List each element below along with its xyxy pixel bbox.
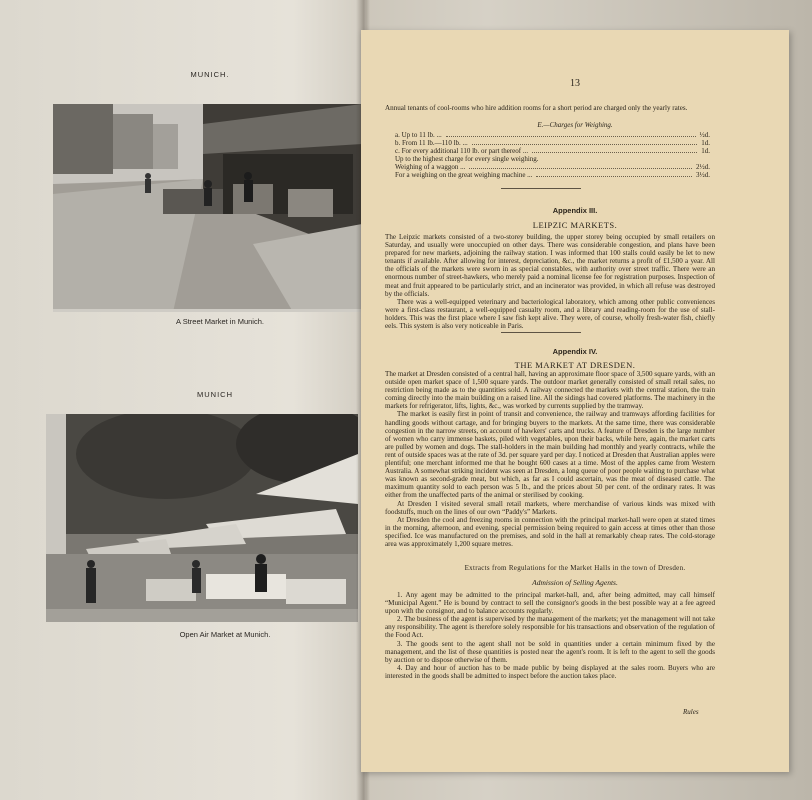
page-number: 13	[570, 78, 580, 89]
catchword: Rules	[683, 708, 699, 716]
charge-row: Up to the highest charge for every single weighing.	[395, 155, 539, 163]
appendix3-paragraph: There was a well-equipped veterinary and bacteriological laboratory, which among other public conveniences were a first-class restaurant, a well-equipped casualty room, and a library and reading-room for the use of stall-holders. This was the first place where I saw fish kept alive. They were, of course, wholly fresh-water fish, chiefly eels. This system is also very noticeable in Paris.	[385, 297, 715, 331]
regulation-rule: 3. The goods sent to the agent shall not be sold in quantities under a certain minimum fixed by the management, and the list of these quantities is posted near the agent's room. It is left to the agent to sell the goods by auction or to dispose otherwise of them.	[385, 639, 715, 664]
appendix4-title: THE MARKET AT DRESDEN.	[514, 360, 636, 370]
regulation-rule: 4. Day and hour of auction has to be made public by being displayed at the sales room. Buyers who are interested in the goods shall be admitted to inspect before the auction takes place.	[385, 663, 715, 680]
charges-list	[395, 131, 710, 179]
section-divider	[501, 332, 581, 333]
street-market-photo	[53, 104, 362, 312]
extracts-heading: Extracts from Regulations for the Market Halls in the town of Dresden.	[464, 564, 686, 572]
left-page	[0, 0, 366, 800]
charges-title: E.—Charges for Weighing.	[537, 121, 613, 129]
regulation-rule: 2. The business of the agent is supervised by the management of the markets; yet the management will not take any responsibility. The agent is therefore solely responsible for his transactions and observation of the regulation of the Food Act.	[385, 615, 715, 640]
regulation-rule: 1. Any agent may be admitted to the principal market-hall, and, after being admitted, may call himself “Municipal Agent.” He is bound by contract to sell the consignor's goods in the best possible way at a fee agreed upon with the consignor, and to balance accounts regularly.	[385, 591, 715, 616]
section-divider	[501, 188, 581, 189]
appendix4-paragraph: The market is easily first in point of transit and convenience, the railway and tramways affording facilities for handling goods without cartage, and for bringing buyers to the markets. At the same time, there was considerable congestion in the narrow streets, on account of hawkers' carts and trucks. A feature of Dresden is the large number of women who carry immense baskets, piled with vegetables, upon their backs, while here, again, the market carts are pulled by women and dogs. The stall-holders in the main building had monthly and yearly contracts, while the rent of outside spaces was at the rate of 3d. per square yard per day. I noticed at Dresden that Australian apples were plentiful; one merchant informed me that he bought 600 cases at a time. Most of the apples came from Western Australia. A somewhat striking incident was seen at Dresden, a long queue of poor people waiting to purchase what was known as second-grade meat, but which, as far as I could ascertain, was the meat of diseased cattle. The maximum quantity sold to each person was 5 lb., and the prices about 50 per cent. of the ordinary rates. It was either from the unaffected parts of the animal or sterilised by cooking.	[385, 410, 715, 500]
appendix3-paragraph: The Leipzic markets consisted of a two-storey building, the upper storey being occupied by small retailers on Saturday, and usually were unoccupied on other days. There was considerable congestion, and plans have been prepared for new markets, adjoining the railway station. I was informed that 100 stalls could easily be let to new tenants if available. After allowing for interest, depreciation, &c., the market returns a profit of £1,500 a year. All the officials of the markets were sworn in as special constables, with authority over street traffic. There were an enormous number of street-hawkers, who merely paid a nominal license fee for registration purposes. Inspection of meat and fruit appeared to be particularly strict, and an incinerator was provided, in which all refuse was destroyed by the officials.	[385, 233, 715, 298]
top-heading: MUNICH.	[190, 70, 230, 79]
charges-intro: Annual tenants of cool-rooms who hire addition rooms for a short period are charged only the yearly rates.	[385, 104, 688, 112]
charge-row: Weighing of a waggon ... 2½d.	[395, 163, 710, 171]
open-air-market-photo	[46, 414, 358, 622]
appendix4-paragraph: The market at Dresden consisted of a central hall, having an approximate floor space of 3,500 square yards, with an outside open market space of 1,500 square yards. The outdoor market generally consisted of small retail sales, no restriction being made as to the quantities sold. A railway connected the markets with the central station, the train coming directly into the main building on a raised line. All the sidings had covered platforms. The machinery in the markets for refrigerator, lifts, lights, &c., was worked by currents supplied by the tramway.	[385, 370, 715, 411]
charge-row: a. Up to 11 lb. ... ½d.	[395, 131, 710, 139]
appendix3-title: LEIPZIC MARKETS.	[532, 220, 618, 230]
right-page	[361, 30, 789, 772]
appendix3-label: Appendix III.	[552, 206, 598, 215]
appendix4-paragraph: At Dresden the cool and freezing rooms in connection with the principal market-hall were open at stated times in the morning, afternoon, and evening, special permission being required to gain access at times other than those specified. Ice was manufactured on the premises, and sold in the hall at remarkably cheap rates. The cold-storage area was approximately 1,200 square metres.	[385, 515, 715, 548]
appendix4-paragraph: At Dresden I visited several small retail markets, where merchandise of various kinds was mixed with foodstuffs, much on the lines of our own “Paddy's” Markets.	[385, 499, 715, 516]
charge-row: c. For every additional 110 lb. or part thereof ... 1d.	[395, 147, 710, 155]
charge-row: For a weighing on the great weighing machine ... 3½d.	[395, 171, 710, 179]
bottom-heading: MUNICH	[197, 390, 233, 399]
top-caption: A Street Market in Munich.	[176, 317, 264, 326]
charge-row: b. From 11 lb.—110 lb. ... 1d.	[395, 139, 710, 147]
appendix4-label: Appendix IV.	[552, 347, 598, 356]
bottom-caption: Open Air Market at Munich.	[179, 630, 271, 639]
admission-title: Admission of Selling Agents.	[532, 578, 618, 587]
